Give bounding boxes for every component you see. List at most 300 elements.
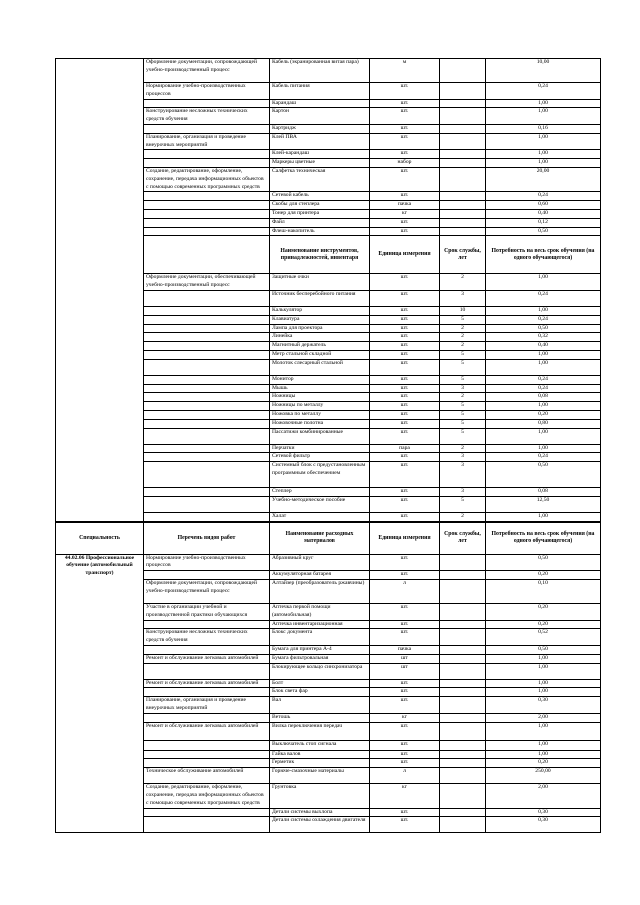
- work-type-cell: [144, 402, 270, 411]
- unit-cell: шт.: [370, 571, 440, 580]
- unit-cell: шт.: [370, 688, 440, 697]
- item-name-cell: Защитные очки: [270, 274, 370, 291]
- need-cell: 0,52: [486, 629, 601, 646]
- need-cell: 0,08: [486, 488, 601, 497]
- tools-table: [55, 58, 601, 522]
- need-cell: 1,00: [486, 402, 601, 411]
- unit-cell: л: [370, 768, 440, 784]
- specialty-header-cell: Специальность: [56, 522, 144, 554]
- term-cell: [440, 124, 486, 133]
- item-name-cell: Магнитный держатель: [270, 342, 370, 351]
- need-cell: 0,20: [486, 759, 601, 768]
- unit-cell: шт.: [370, 384, 440, 393]
- item-name-cell: Герметик: [270, 759, 370, 768]
- unit-cell: шт.: [370, 410, 440, 419]
- item-name-cell: Маркеры цветные: [270, 159, 370, 168]
- need-cell: 0,50: [486, 324, 601, 333]
- unit-cell: шт.: [370, 324, 440, 333]
- work-type-cell: Конструирование несложных технических средств обучения: [144, 629, 270, 646]
- item-name-cell: Халат: [270, 512, 370, 521]
- unit-cell: шт.: [370, 359, 440, 375]
- need-cell: 1,00: [486, 99, 601, 108]
- need-cell: 1,00: [486, 654, 601, 663]
- need-cell: 0,80: [486, 419, 601, 428]
- work-type-cell: Планирование, организация и проведение внеурочных мероприятий: [144, 133, 270, 150]
- work-type-cell: [144, 159, 270, 168]
- need-cell: 0,20: [486, 410, 601, 419]
- work-type-cell: Техническое обслуживание автомобилей: [144, 768, 270, 784]
- unit-cell: м: [370, 59, 440, 83]
- unit-cell: шт: [370, 663, 440, 679]
- need-cell: 2,00: [486, 784, 601, 808]
- item-name-cell: Скобы для степлера: [270, 201, 370, 210]
- item-name-cell: Ножницы по металлу: [270, 402, 370, 411]
- work-type-cell: Создание, редактирование, оформление, сохранение, передача информационных объектов с помощью современных программных средств: [144, 784, 270, 808]
- term-cell: [440, 697, 486, 714]
- term-cell: [440, 629, 486, 646]
- term-cell: 10: [440, 306, 486, 315]
- item-name-cell: Ветошь: [270, 713, 370, 722]
- item-name-cell: Монитор: [270, 375, 370, 384]
- need-cell: 0,60: [486, 201, 601, 210]
- unit-cell: шт.: [370, 133, 440, 150]
- term-cell: [440, 646, 486, 655]
- need-cell: 0,16: [486, 124, 601, 133]
- term-cell: 5: [440, 359, 486, 375]
- work-type-cell: [144, 384, 270, 393]
- term-cell: [440, 192, 486, 201]
- term-cell: 5: [440, 375, 486, 384]
- need-cell: 1,00: [486, 663, 601, 679]
- need-cell: 20,00: [486, 167, 601, 191]
- work-type-cell: Создание, редактирование, оформление, сохранение, передача информационных объектов с помощью современных программных средств: [144, 167, 270, 191]
- unit-cell: пачка: [370, 201, 440, 210]
- unit-cell: пачка: [370, 646, 440, 655]
- item-name-cell: Клей-карандаш: [270, 150, 370, 159]
- need-cell: 1,00: [486, 428, 601, 444]
- need-cell: 0,24: [486, 290, 601, 306]
- unit-cell: шт.: [370, 150, 440, 159]
- item-name-cell: Абразивный круг: [270, 554, 370, 571]
- term-cell: [440, 159, 486, 168]
- unit-cell: шт.: [370, 554, 440, 571]
- need-cell: 1,00: [486, 306, 601, 315]
- unit-cell: шт.: [370, 488, 440, 497]
- term-cell: [440, 59, 486, 83]
- item-name-cell: Картридж: [270, 124, 370, 133]
- item-name-cell: Лампа для проектора: [270, 324, 370, 333]
- item-name-cell: Кабель питания: [270, 83, 370, 100]
- work-type-cell: Ремонт и обслуживание легковых автомобилей: [144, 679, 270, 688]
- work-type-cell: [144, 759, 270, 768]
- item-name-cell: Файл: [270, 218, 370, 227]
- unit-cell: шт.: [370, 108, 440, 125]
- item-name-cell: Алтайзер (преобразователь ржавчины): [270, 580, 370, 604]
- work-type-cell: [144, 496, 270, 512]
- term-cell: 5: [440, 402, 486, 411]
- work-type-cell: [144, 150, 270, 159]
- unit-cell: шт.: [370, 218, 440, 227]
- term-cell: [440, 722, 486, 740]
- need-cell: 0,50: [486, 554, 601, 571]
- term-cell: [440, 580, 486, 604]
- work-type-cell: [144, 453, 270, 462]
- work-type-cell: [144, 290, 270, 306]
- unit-cell: шт.: [370, 462, 440, 488]
- term-cell: [440, 201, 486, 210]
- need-cell: 1,00: [486, 740, 601, 750]
- term-cell: 3: [440, 488, 486, 497]
- item-name-cell: Клей ПВА: [270, 133, 370, 150]
- unit-cell: шт.: [370, 740, 440, 750]
- item-name-cell: Блок света фар: [270, 688, 370, 697]
- term-cell: 2: [440, 342, 486, 351]
- unit-cell: шт.: [370, 620, 440, 629]
- need-cell: 0,10: [486, 580, 601, 604]
- need-cell: 0,20: [486, 571, 601, 580]
- unit-cell: шт.: [370, 512, 440, 521]
- item-name-cell: Аккумуляторная батарея: [270, 571, 370, 580]
- item-name-cell: Метр стальной складной: [270, 350, 370, 359]
- term-cell: [440, 554, 486, 571]
- work-type-cell: Планирование, организация и проведение внеурочных мероприятий: [144, 697, 270, 714]
- work-type-cell: [144, 315, 270, 324]
- unit-cell: шт.: [370, 604, 440, 621]
- term-cell: 5: [440, 419, 486, 428]
- term-cell: 3: [440, 290, 486, 306]
- work-type-cell: [144, 571, 270, 580]
- term-header-cell: Срок службы, лет: [440, 236, 486, 274]
- unit-cell: шт.: [370, 342, 440, 351]
- work-type-cell: [144, 201, 270, 210]
- work-type-cell: [144, 713, 270, 722]
- unit-cell: шт.: [370, 83, 440, 100]
- unit-cell: шт.: [370, 496, 440, 512]
- unit-cell: пара: [370, 444, 440, 453]
- work-type-cell: [144, 99, 270, 108]
- term-cell: 5: [440, 496, 486, 512]
- need-cell: 0,24: [486, 384, 601, 393]
- specialty-cell: 44.02.06 Профессиональное обучение (автомобильный транспорт): [56, 554, 144, 833]
- need-cell: 0,24: [486, 315, 601, 324]
- term-cell: [440, 167, 486, 191]
- item-name-cell: Источник бесперебойного питания: [270, 290, 370, 306]
- work-type-cell: Ремонт и обслуживание легковых автомобилей: [144, 722, 270, 740]
- item-name-cell: Ножовка по металлу: [270, 410, 370, 419]
- unit-cell: шт.: [370, 393, 440, 402]
- work-type-cell: [144, 620, 270, 629]
- unit-cell: шт.: [370, 350, 440, 359]
- unit-cell: кг: [370, 713, 440, 722]
- work-type-cell: [144, 359, 270, 375]
- term-cell: 5: [440, 350, 486, 359]
- unit-cell: шт.: [370, 402, 440, 411]
- need-cell: 1,00: [486, 444, 601, 453]
- item-name-cell: Картон: [270, 108, 370, 125]
- work-type-cell: [144, 817, 270, 833]
- need-cell: 0,20: [486, 620, 601, 629]
- need-cell: 2,00: [486, 713, 601, 722]
- need-cell: 0,50: [486, 462, 601, 488]
- need-cell: 0,40: [486, 209, 601, 218]
- term-cell: [440, 713, 486, 722]
- unit-cell: шт.: [370, 315, 440, 324]
- work-type-cell: [144, 324, 270, 333]
- term-cell: [440, 740, 486, 750]
- item-name-cell: Вилка переключения передач: [270, 722, 370, 740]
- unit-cell: шт.: [370, 375, 440, 384]
- unit-cell: шт.: [370, 750, 440, 759]
- unit-cell: шт.: [370, 419, 440, 428]
- term-cell: 3: [440, 453, 486, 462]
- item-name-cell: Степлер: [270, 488, 370, 497]
- work-type-cell: [144, 218, 270, 227]
- item-name-cell: Кабель (экранированная витая пара): [270, 59, 370, 83]
- term-cell: [440, 768, 486, 784]
- item-name-cell: Ножницы: [270, 393, 370, 402]
- need-cell: 1,00: [486, 108, 601, 125]
- term-cell: [440, 227, 486, 236]
- term-cell: 2: [440, 274, 486, 291]
- table-row: [56, 59, 601, 83]
- term-cell: 5: [440, 315, 486, 324]
- unit-cell: набор: [370, 159, 440, 168]
- item-name-cell: Вал: [270, 697, 370, 714]
- item-name-cell: Тонер для принтера: [270, 209, 370, 218]
- unit-cell: шт.: [370, 453, 440, 462]
- table-row: [56, 554, 601, 571]
- term-cell: [440, 133, 486, 150]
- unit-cell: шт.: [370, 274, 440, 291]
- need-cell: 1,00: [486, 359, 601, 375]
- unit-cell: шт.: [370, 192, 440, 201]
- need-cell: 1,00: [486, 679, 601, 688]
- unit-cell: шт: [370, 654, 440, 663]
- term-cell: [440, 571, 486, 580]
- item-name-cell: Блокс документа: [270, 629, 370, 646]
- term-cell: 5: [440, 410, 486, 419]
- work-type-cell: [144, 124, 270, 133]
- term-cell: 3: [440, 384, 486, 393]
- term-cell: [440, 604, 486, 621]
- need-cell: 0,24: [486, 375, 601, 384]
- term-cell: [440, 817, 486, 833]
- unit-cell: шт.: [370, 306, 440, 315]
- item-name-cell: Аптечка инвентаризационная: [270, 620, 370, 629]
- term-cell: [440, 679, 486, 688]
- unit-cell: шт.: [370, 167, 440, 191]
- term-cell: 2: [440, 393, 486, 402]
- need-cell: 12,50: [486, 496, 601, 512]
- need-cell: 0,20: [486, 604, 601, 621]
- work-type-cell: [144, 410, 270, 419]
- term-cell: 2: [440, 333, 486, 342]
- need-cell: 0,40: [486, 342, 601, 351]
- need-cell: 0,12: [486, 218, 601, 227]
- unit-cell: кг: [370, 784, 440, 808]
- item-name-cell: Карандаш: [270, 99, 370, 108]
- item-name-cell: Детали системы выхлопа: [270, 808, 370, 817]
- work-type-cell: [144, 462, 270, 488]
- need-cell: 0,30: [486, 817, 601, 833]
- item-name-cell: Линейка: [270, 333, 370, 342]
- unit-cell: шт.: [370, 629, 440, 646]
- work-type-cell: [144, 333, 270, 342]
- item-name-cell: Горюче-смазочные материалы: [270, 768, 370, 784]
- work-type-cell: [144, 375, 270, 384]
- term-cell: [440, 784, 486, 808]
- work-type-cell: [144, 192, 270, 201]
- item-name-cell: Клавиатура: [270, 315, 370, 324]
- work-type-cell: Оформление документации, обеспечивающей учебно-производственный процесс: [144, 274, 270, 291]
- item-header-cell: Наименование расходных материалов: [270, 522, 370, 554]
- work-type-cell: Участие в организации учебной и производственной практики обучающихся: [144, 604, 270, 621]
- unit-cell: кг: [370, 209, 440, 218]
- term-cell: [440, 750, 486, 759]
- work-type-cell: [144, 512, 270, 521]
- works-header-cell: Перечень видов работ: [144, 522, 270, 554]
- need-cell: 0,24: [486, 453, 601, 462]
- need-cell: 1,00: [486, 274, 601, 291]
- item-name-cell: Пассатижи комбинированные: [270, 428, 370, 444]
- work-type-cell: [144, 227, 270, 236]
- term-cell: [440, 654, 486, 663]
- need-cell: 1,00: [486, 150, 601, 159]
- term-cell: [440, 688, 486, 697]
- item-name-cell: Салфетка техническая: [270, 167, 370, 191]
- unit-cell: шт.: [370, 99, 440, 108]
- item-name-cell: Болт: [270, 679, 370, 688]
- term-cell: [440, 108, 486, 125]
- term-cell: [440, 99, 486, 108]
- work-type-cell: [144, 808, 270, 817]
- need-cell: 0,50: [486, 227, 601, 236]
- term-cell: 2: [440, 324, 486, 333]
- item-name-cell: Молоток слесарный стальной: [270, 359, 370, 375]
- need-cell: 0,30: [486, 697, 601, 714]
- unit-cell: шт.: [370, 124, 440, 133]
- unit-cell: шт.: [370, 808, 440, 817]
- item-name-cell: Выключатель стоп сигнала: [270, 740, 370, 750]
- work-type-cell: [144, 350, 270, 359]
- unit-cell: шт.: [370, 290, 440, 306]
- work-type-cell: [144, 428, 270, 444]
- need-cell: 0,24: [486, 83, 601, 100]
- item-name-cell: Флеш-накопитель: [270, 227, 370, 236]
- work-type-cell: [144, 688, 270, 697]
- work-type-cell: [144, 488, 270, 497]
- need-header-cell: Потребность на весь срок обучения (на одного обучающегося): [486, 236, 601, 274]
- unit-cell: л: [370, 580, 440, 604]
- materials-table: [55, 522, 601, 834]
- item-name-cell: Аптечка первой помощи (автомобильная): [270, 604, 370, 621]
- item-name-cell: Блокирующее кольцо синхронизатора: [270, 663, 370, 679]
- unit-cell: шт.: [370, 333, 440, 342]
- unit-header-cell: Единица измерения: [370, 236, 440, 274]
- item-name-cell: Ножовочные полотна: [270, 419, 370, 428]
- item-name-cell: Грунтовка: [270, 784, 370, 808]
- item-name-cell: Перчатки: [270, 444, 370, 453]
- item-name-cell: Системный блок с предустановленным программным обеспечением: [270, 462, 370, 488]
- term-cell: [440, 663, 486, 679]
- need-cell: 1,00: [486, 350, 601, 359]
- item-name-cell: Бумага фильтровальная: [270, 654, 370, 663]
- specialty-cell: [56, 59, 144, 522]
- work-type-cell: [144, 444, 270, 453]
- document-page: [55, 58, 600, 833]
- need-cell: 0,32: [486, 333, 601, 342]
- work-type-cell: Оформление документации, сопровождающей учебно-производственный процесс: [144, 580, 270, 604]
- term-cell: [440, 83, 486, 100]
- unit-cell: шт.: [370, 428, 440, 444]
- need-cell: 0,50: [486, 646, 601, 655]
- need-cell: 1,00: [486, 688, 601, 697]
- work-type-cell: Ремонт и обслуживание легковых автомобилей: [144, 654, 270, 663]
- work-type-cell: [144, 740, 270, 750]
- need-cell: 0,08: [486, 393, 601, 402]
- item-header-cell: Наименование инструментов, принадлежностей, инвентаря: [270, 236, 370, 274]
- unit-header-cell: Единица измерения: [370, 522, 440, 554]
- work-type-cell: [144, 306, 270, 315]
- unit-cell: шт.: [370, 817, 440, 833]
- work-type-cell: Нормирование учебно-производственных процессов: [144, 83, 270, 100]
- work-header-cell: [144, 236, 270, 274]
- item-name-cell: Учебно-методическое пособие: [270, 496, 370, 512]
- term-cell: 3: [440, 462, 486, 488]
- work-type-cell: [144, 209, 270, 218]
- term-cell: [440, 209, 486, 218]
- need-cell: 1,00: [486, 512, 601, 521]
- unit-cell: шт.: [370, 697, 440, 714]
- term-cell: [440, 759, 486, 768]
- work-type-cell: [144, 419, 270, 428]
- work-type-cell: [144, 750, 270, 759]
- unit-cell: шт.: [370, 722, 440, 740]
- term-cell: [440, 620, 486, 629]
- term-cell: 2: [440, 444, 486, 453]
- need-header-cell: Потребность на весь срок обучения (на одного обучающегося): [486, 522, 601, 554]
- item-name-cell: Мышь: [270, 384, 370, 393]
- work-type-cell: [144, 646, 270, 655]
- table-header-row: [56, 522, 601, 554]
- need-cell: 1,00: [486, 133, 601, 150]
- need-cell: 1,00: [486, 159, 601, 168]
- unit-cell: шт.: [370, 679, 440, 688]
- work-type-cell: [144, 342, 270, 351]
- item-name-cell: Калькулятор: [270, 306, 370, 315]
- work-type-cell: Конструирование несложных технических средств обучения: [144, 108, 270, 125]
- term-header-cell: Срок службы, лет: [440, 522, 486, 554]
- term-cell: [440, 150, 486, 159]
- item-name-cell: Сетевой фильтр: [270, 453, 370, 462]
- work-type-cell: [144, 393, 270, 402]
- term-cell: 2: [440, 512, 486, 521]
- term-cell: 5: [440, 428, 486, 444]
- work-type-cell: Нормирование учебно-производственных процессов: [144, 554, 270, 571]
- need-cell: 0,24: [486, 192, 601, 201]
- need-cell: 10,00: [486, 59, 601, 83]
- term-cell: [440, 218, 486, 227]
- item-name-cell: Гайка валов: [270, 750, 370, 759]
- item-name-cell: Бумага для принтера А-4: [270, 646, 370, 655]
- unit-cell: шт.: [370, 227, 440, 236]
- term-cell: [440, 808, 486, 817]
- work-type-cell: Оформление документации, сопровождающей учебно-производственный процесс: [144, 59, 270, 83]
- unit-cell: шт.: [370, 759, 440, 768]
- need-cell: 0,30: [486, 808, 601, 817]
- item-name-cell: Сетевой кабель: [270, 192, 370, 201]
- need-cell: 1,00: [486, 722, 601, 740]
